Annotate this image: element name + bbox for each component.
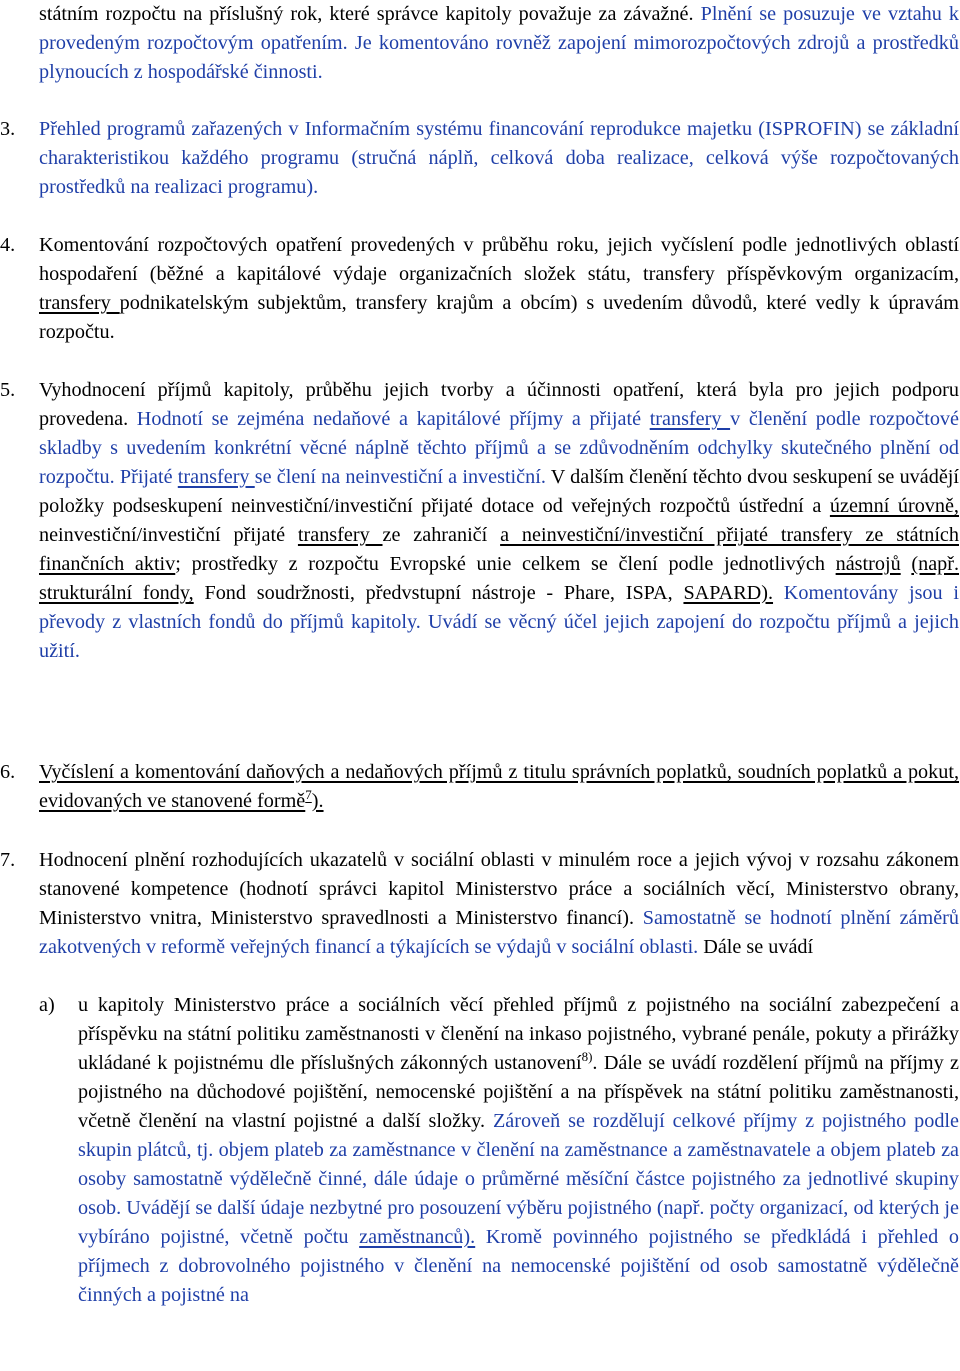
item-number: 3. <box>0 118 16 140</box>
underlined-term: (např. strukturální fondy, <box>39 553 960 604</box>
underlined-term: územní úrovně, <box>829 495 959 517</box>
list-item-7 <box>0 846 959 962</box>
footnote-ref: 8) <box>581 1049 593 1064</box>
item-number: 5. <box>0 379 16 401</box>
item-number: 7. <box>0 849 16 871</box>
list-item-6 <box>0 758 959 816</box>
underlined-term: SAPARD). <box>683 582 774 604</box>
intro-text: státním rozpočtu na příslušný rok, které správce kapitoly považuje za závažné. <box>39 3 694 25</box>
item-7-text: Hodnocení plnění rozhodujících ukazatelů v sociální oblasti v minulém roce a jejich vývoj v rozsahu zákonem stanovené kompetence (hodnotí správci kapitol Ministerstvo práce a sociálních věcí, Ministerstvo obrany, Ministerstvo vnitra, Ministerstvo spravedlnosti a Ministerstvo financí). <box>39 849 959 929</box>
item-5-text: Fond soudržnosti, předvstupní nástroje - Phare, ISPA, <box>193 582 684 604</box>
item-5-blue: v členění podle rozpočtové skladby s uvedením konkrétní věcné náplně těchto příjmů a se zdůvodněním odchylky skutečného plnění od rozpočtu. Přijaté <box>39 408 959 488</box>
item-4-text: Komentování rozpočtových opatření provedených v průběhu roku, jejich vyčíslení podle jednotlivých oblastí hospodaření (běžné a kapitálové výdaje organizačních složek státu, transfery příspěvkovým organizacím, <box>39 234 959 285</box>
sub-item-text: . Dále se uvádí rozdělení příjmů na příjmy z pojistného na důchodové pojištění, nemocenské pojištění a na příspěvek na státní politiku zaměstnanosti, včetně členění na vlastní pojistné a další složky. <box>78 1052 960 1132</box>
intro-paragraph <box>39 0 959 87</box>
transfery-link: transfery <box>39 292 120 314</box>
sub-item-blue: Zároveň se rozdělují celkové příjmy z pojistného podle skupin plátců, tj. objem plateb za zaměstnance v členění na zaměstnance a zaměstnavatele a objem plateb za osoby samostatně výdělečně činné, dále údaje o průměrné měsíční částce pojistného za jednotlivé skupiny osob. Uvádějí se další údaje nezbytné pro posouzení výběru pojistného (např. počty organizací, od kterých je vybíráno pojistné, včetně počtu <box>78 1110 959 1248</box>
list-item-3 <box>0 115 959 202</box>
item-5-text: neinvestiční/investiční přijaté <box>39 524 298 546</box>
item-3-text: Přehled programů zařazených v Informačním systému financování reprodukce majetku (ISPROFIN) se základní charakteristikou každého programu (stručná náplň, celková doba realizace, celková výše rozpočtovaných prostředků na realizaci programu). <box>39 118 959 198</box>
list-item-5 <box>0 376 959 666</box>
item-5-blue: Komentovány jsou i převody z vlastních fondů do příjmů kapitoly. Uvádí se věcný účel jejich zapojení do rozpočtu příjmů a jejich užití. <box>39 582 959 662</box>
item-number: 6. <box>0 761 16 783</box>
item-6-text: Vyčíslení a komentování daňových a nedaňových příjmů z titulu správních poplatků, soudních poplatků a pokut, evidovaných ve stanovené formě <box>39 761 959 812</box>
underlined-term: transfery <box>297 524 383 546</box>
item-number: 4. <box>0 234 16 256</box>
item-5-blue: se člení na neinvestiční a investiční. <box>254 466 546 488</box>
item-4-text-end: podnikatelským subjektům, transfery krajům a obcím) s uvedením důvodů, které vedly k úpravám rozpočtu. <box>39 292 959 343</box>
item-7-blue: Samostatně se hodnotí plnění záměrů zakotvených v reformě veřejných financí a týkajících se výdajů v sociální oblasti. <box>39 907 959 958</box>
underlined-term: zaměstnanců). <box>359 1226 476 1248</box>
sub-item-blue: Kromě povinného pojistného se předkládá i přehled o příjmech z dobrovolného pojistného v členění na nemocenské pojištění od osob samostatně výdělečně činných a pojistné na <box>78 1226 959 1306</box>
item-5-text: V dalším členění těchto dvou seskupení se uvádějí položky podseskupení neinvestiční/investiční přijaté dotace od veřejných rozpočtů ústřední a <box>39 466 960 517</box>
sub-item-a <box>39 991 959 1310</box>
sub-item-text: u kapitoly Ministerstvo práce a sociálních věcí přehled příjmů z pojistného na sociální zabezpečení a příspěvku na státní politiku zaměstnanosti v členění na inkaso pojistného, vybrané penále, pokuty a přirážky ukládané k pojistnému dle příslušných zákonných ustanovení <box>78 994 959 1074</box>
item-6-text-end: ). <box>311 790 324 812</box>
underlined-term: transfery <box>177 466 255 488</box>
underlined-term: nástrojů <box>835 553 901 575</box>
underlined-term: a neinvestiční/investiční přijaté transfery ze státních finančních aktiv <box>39 524 959 575</box>
item-5-text: ze zahraničí <box>382 524 501 546</box>
item-5-text: ; prostředky z rozpočtu Evropské unie celkem se člení podle jednotlivých <box>175 553 836 575</box>
intro-text-blue: Plnění se posuzuje ve vztahu k provedeným rozpočtovým opatřením. Je komentováno rovněž zapojení mimorozpočtových zdrojů a prostředků plynoucích z hospodářské činnosti. <box>39 3 959 83</box>
item-5-text: Vyhodnocení příjmů kapitoly, průběhu jejich tvorby a účinnosti opatření, která byla pro jejich podporu provedena. <box>39 379 959 430</box>
item-5-text <box>901 553 912 575</box>
underlined-term: transfery <box>649 408 731 430</box>
item-7-text: Dále se uvádí <box>698 936 814 958</box>
list-item-4 <box>0 231 959 347</box>
sub-item-marker: a) <box>39 994 55 1016</box>
item-5-blue: Hodnotí se zejména nedaňové a kapitálové příjmy a přijaté <box>128 408 650 430</box>
footnote-ref: 7 <box>305 787 312 802</box>
